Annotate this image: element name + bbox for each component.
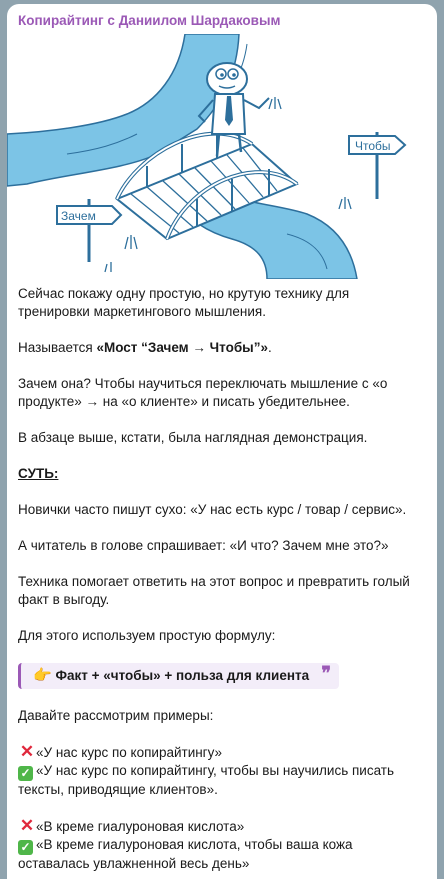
paragraph-name xyxy=(18,339,423,357)
technique-name: «Мост “Зачем → Чтобы”» xyxy=(96,340,268,355)
paragraph-demo: В абзаце выше, кстати, была наглядная демонстрация. xyxy=(18,430,368,445)
example-1-bad-text: «У нас курс по копирайтингу» xyxy=(36,745,223,760)
sign-right-text: Чтобы xyxy=(355,139,391,153)
example-2-bad xyxy=(18,817,423,836)
example-2-good-text: «В креме гиалуроновая кислота, чтобы ваша кожа оставалась увлажненной весь день» xyxy=(18,837,353,871)
paragraph-formula-intro: Для этого используем простую формулу: xyxy=(18,628,276,643)
message-bubble xyxy=(7,4,437,879)
check-mark-icon: ✓ xyxy=(18,840,33,855)
paragraph-technique: Техника помогает ответить на этот вопрос и превратить голый факт в выгоду. xyxy=(18,574,410,607)
cross-mark-icon: ✕ xyxy=(19,816,35,835)
formula-quote xyxy=(18,663,339,689)
post-illustration[interactable] xyxy=(7,34,437,279)
cross-mark-icon: ✕ xyxy=(19,742,35,761)
channel-name[interactable]: Копирайтинг с Даниилом Шардаковым xyxy=(18,13,281,28)
paragraph-intro: Сейчас покажу одну простую, но крутую технику для тренировки маркетингового мышления. xyxy=(18,286,350,319)
sign-left-text: Зачем xyxy=(61,209,96,223)
section-heading: СУТЬ: xyxy=(18,466,59,481)
check-mark-icon: ✓ xyxy=(18,766,33,781)
quote-mark-icon: ❞ xyxy=(321,663,332,683)
paragraph-why: Зачем она? Чтобы научиться переключать мышление с «о продукте» → на «о клиенте» и писать убедительнее. xyxy=(18,376,388,409)
example-1-bad xyxy=(18,743,423,762)
example-2-bad-text: «В креме гиалуроновая кислота» xyxy=(36,819,245,834)
paragraph-examples-intro: Давайте рассмотрим примеры: xyxy=(18,708,214,723)
name-prefix: Называется xyxy=(18,340,97,355)
paragraph-reader: А читатель в голове спрашивает: «И что? Зачем мне это?» xyxy=(18,538,389,553)
post-text xyxy=(18,285,423,873)
example-1-good xyxy=(18,762,423,799)
formula-text: Факт + «чтобы» + польза для клиента xyxy=(55,668,310,683)
paragraph-newbies: Новички часто пишут сухо: «У нас есть курс / товар / сервис». xyxy=(18,502,407,517)
example-1-good-text: «У нас курс по копирайтингу, чтобы вы научились писать тексты, приводящие клиентов». xyxy=(18,763,395,797)
example-2-good xyxy=(18,836,423,873)
name-suffix: . xyxy=(267,340,272,355)
pointing-hand-icon: 👉 xyxy=(33,667,52,684)
